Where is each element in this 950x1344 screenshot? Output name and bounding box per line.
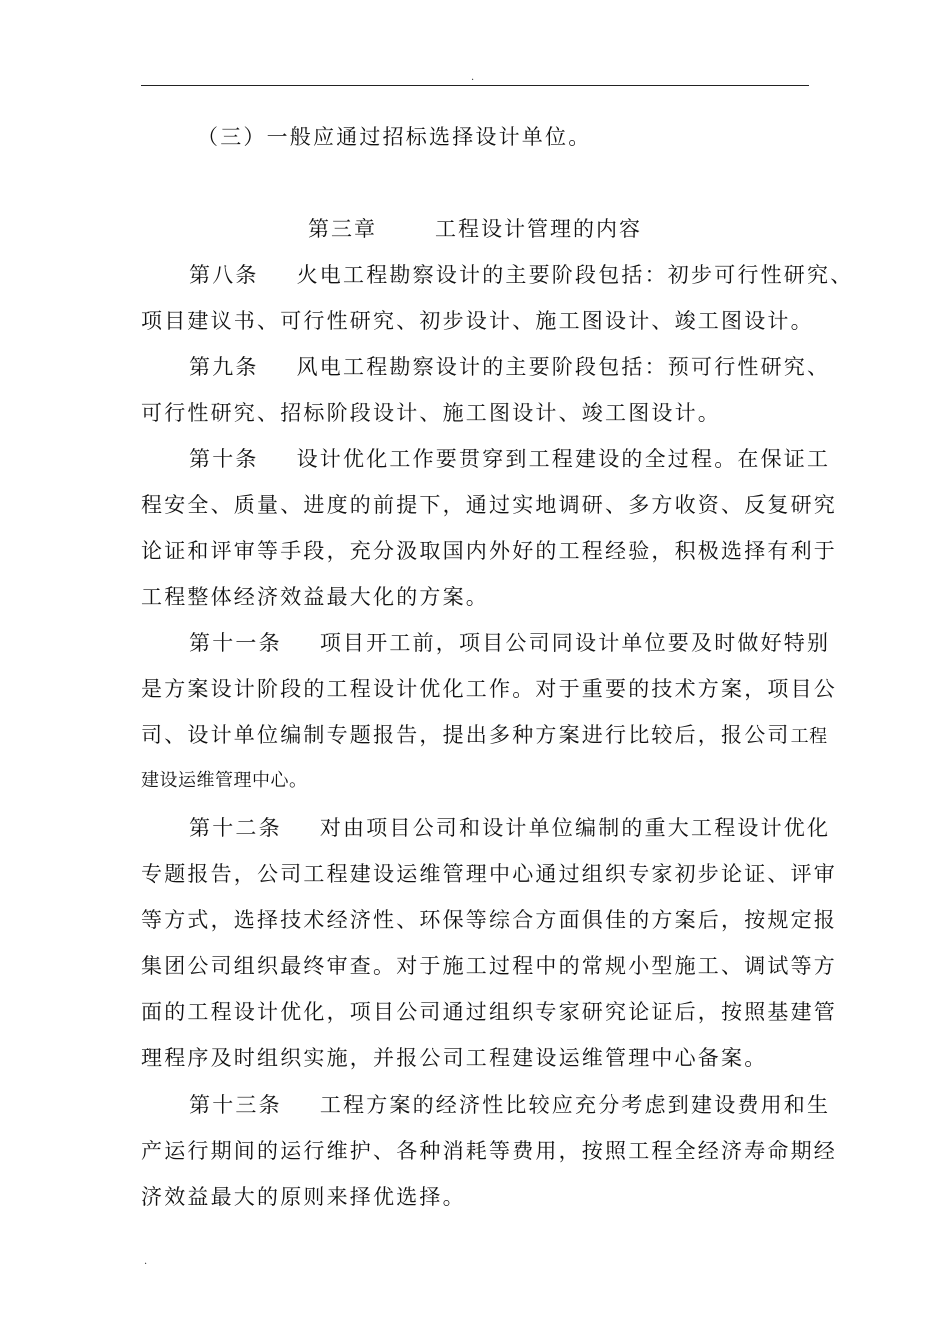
- article-10-label: 第十条: [189, 447, 259, 471]
- item-3-text: （三）一般应通过招标选择设计单位。: [197, 125, 592, 149]
- chapter-title: 工程设计管理的内容: [435, 217, 642, 241]
- article-13-line-2: 产运行期间的运行维护、各种消耗等费用，按照工程全经济寿命期经: [141, 1139, 837, 1163]
- item-3: [141, 114, 809, 160]
- article-11-label: 第十一条: [189, 631, 282, 655]
- article-10-line-2: 程安全、质量、进度的前提下，通过实地调研、多方收资、反复研究: [141, 493, 837, 517]
- article-10-text-1: 设计优化工作要贯穿到工程建设的全过程。在保证工: [296, 447, 831, 471]
- article-11-line-4: 建设运维管理中心。: [141, 770, 308, 791]
- article-8: [141, 252, 854, 344]
- article-12-line-1: [141, 805, 831, 851]
- article-11: [141, 620, 837, 804]
- header-mark: .: [471, 72, 475, 83]
- article-9-label: 第九条: [189, 355, 259, 379]
- article-9-text-1: 风电工程勘察设计的主要阶段包括：预可行性研究、: [296, 355, 831, 379]
- article-9-line-2: 可行性研究、招标阶段设计、施工图设计、竣工图设计。: [141, 401, 721, 425]
- article-13-line-3: 济效益最大的原则来择优选择。: [141, 1185, 466, 1209]
- article-9: [141, 344, 831, 436]
- article-12-label: 第十二条: [189, 816, 282, 840]
- article-9-line-1: [141, 344, 831, 390]
- article-13-text-1: 工程方案的经济性比较应充分考虑到建设费用和生: [319, 1093, 831, 1117]
- article-8-text-1: 火电工程勘察设计的主要阶段包括：初步可行性研究、: [296, 263, 854, 287]
- chapter-number: 第三章: [308, 217, 377, 241]
- article-12-line-3: 等方式，选择技术经济性、环保等综合方面俱佳的方案后，按规定报: [141, 908, 837, 932]
- article-12-line-6: 理程序及时组织实施，并报公司工程建设运维管理中心备案。: [141, 1046, 768, 1070]
- header-rule: [141, 85, 809, 86]
- article-13-line-1: [141, 1082, 831, 1128]
- chapter-heading: [141, 206, 809, 252]
- article-8-line-1: [141, 252, 854, 298]
- article-10-line-1: [141, 436, 831, 482]
- article-10: [141, 436, 837, 620]
- article-12-text-1: 对由项目公司和设计单位编制的重大工程设计优化: [319, 816, 831, 840]
- article-13: [141, 1082, 837, 1220]
- article-13-label: 第十三条: [189, 1093, 282, 1117]
- article-11-text-1: 项目开工前，项目公司同设计单位要及时做好特别: [319, 631, 831, 655]
- article-12-line-4: 集团公司组织最终审查。对于施工过程中的常规小型施工、调试等方: [141, 954, 837, 978]
- article-11-line-1: [141, 620, 831, 666]
- article-11-line-3: [141, 712, 828, 758]
- article-12: [141, 805, 837, 1081]
- footer-mark: .: [144, 1256, 148, 1267]
- article-11-line-2: 是方案设计阶段的工程设计优化工作。对于重要的技术方案，项目公: [141, 677, 837, 701]
- article-10-line-4: 工程整体经济效益最大化的方案。: [141, 585, 489, 609]
- article-12-line-5: 面的工程设计优化，项目公司通过组织专家研究论证后，按照基建管: [141, 1000, 837, 1024]
- article-8-line-2: 项目建议书、可行性研究、初步设计、施工图设计、竣工图设计。: [141, 309, 814, 333]
- article-11-text-3a: 司、设计单位编制专题报告，提出多种方案进行比较后，报公司: [141, 723, 791, 747]
- article-10-line-3: 论证和评审等手段，充分汲取国内外好的工程经验，积极选择有利于: [141, 539, 837, 563]
- article-11-text-3b: 工程: [790, 726, 828, 747]
- article-8-label: 第八条: [189, 263, 259, 287]
- article-12-line-2: 专题报告，公司工程建设运维管理中心通过组织专家初步论证、评审: [141, 862, 837, 886]
